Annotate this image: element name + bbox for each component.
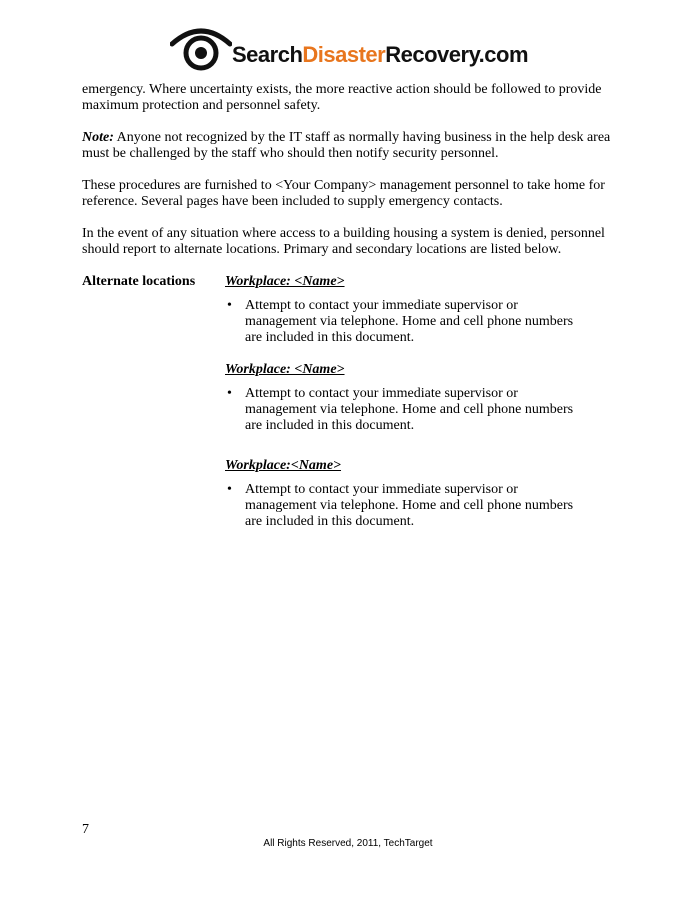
- logo-wordmark: [232, 42, 528, 68]
- eye-logo-icon: [170, 22, 232, 74]
- site-logo: [170, 22, 529, 74]
- page-number: 7: [82, 822, 89, 837]
- logo-text-search: Search: [232, 42, 303, 67]
- paragraph-continuation: emergency. Where uncertainty exists, the more reactive action should be followed to provide maximum protection and personnel safety.: [82, 82, 602, 113]
- workplace-block: [225, 458, 612, 530]
- alternate-locations-section: [82, 274, 612, 530]
- bullet-text: Attempt to contact your immediate supervisor or management via telephone. Home and cell phone numbers are included in this document.: [245, 386, 574, 433]
- footer-copyright: All Rights Reserved, 2011, TechTarget: [263, 838, 433, 849]
- workplace-heading: Workplace: <Name>: [225, 362, 345, 377]
- document-body: [82, 82, 612, 530]
- list-item: [225, 386, 590, 434]
- note-label: Note:: [82, 130, 114, 145]
- paragraph-note: [82, 130, 612, 162]
- list-item: [225, 482, 590, 530]
- workplace-heading: Workplace: <Name>: [225, 274, 345, 289]
- paragraph-procedures: These procedures are furnished to <Your Company> management personnel to take home for reference. Several pages have been included to supply emergency contacts.: [82, 178, 605, 209]
- bullet-text: Attempt to contact your immediate supervisor or management via telephone. Home and cell phone numbers are included in this document.: [245, 298, 574, 345]
- bullet-icon: •: [227, 386, 232, 401]
- alternate-locations-label: Alternate locations: [82, 274, 196, 289]
- bullet-list: [225, 482, 612, 530]
- bullet-text: Attempt to contact your immediate supervisor or management via telephone. Home and cell phone numbers are included in this document.: [245, 482, 574, 529]
- workplace-heading: Workplace:<Name>: [225, 458, 342, 473]
- bullet-icon: •: [227, 298, 232, 313]
- logo-text-recovery: Recovery: [385, 42, 479, 67]
- paragraph-access: In the event of any situation where access to a building housing a system is denied, personnel should report to alternate locations. Primary and secondary locations are listed below.: [82, 226, 605, 257]
- bullet-list: [225, 386, 612, 434]
- note-text: Anyone not recognized by the IT staff as normally having business in the help desk area must be challenged by the staff who should then notify security personnel.: [82, 130, 611, 161]
- bullet-icon: •: [227, 482, 232, 497]
- workplace-block: [225, 274, 612, 346]
- logo-text-disaster: Disaster: [302, 42, 386, 67]
- workplace-block: [225, 362, 612, 434]
- bullet-list: [225, 298, 612, 346]
- alternate-locations-list: [225, 274, 612, 530]
- logo-text-com: .com: [478, 42, 529, 67]
- list-item: [225, 298, 590, 346]
